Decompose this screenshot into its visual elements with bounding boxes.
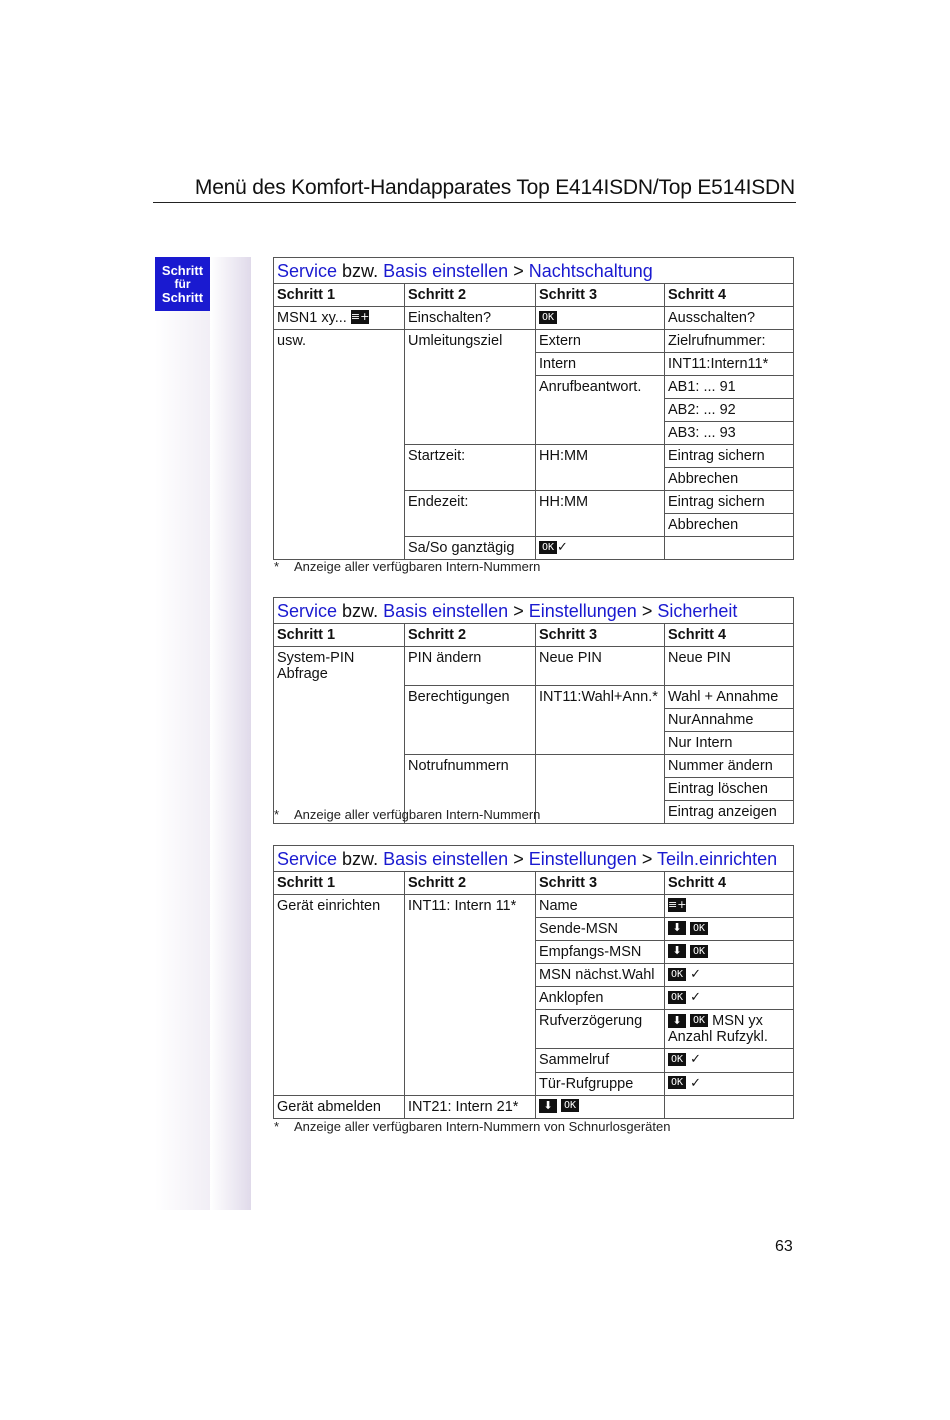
cell: Zielrufnummer: (665, 330, 794, 353)
table-row (274, 987, 794, 1010)
table-row (274, 895, 794, 918)
col-header: Schritt 3 (536, 624, 665, 647)
table-header-row (274, 872, 794, 895)
col-header: Schritt 3 (536, 284, 665, 307)
cell (536, 537, 665, 560)
cell (536, 754, 665, 777)
cell: INT21: Intern 21* (405, 1095, 536, 1118)
cell: usw. (274, 330, 405, 353)
ok-key-icon: OK (539, 311, 557, 324)
table-row (274, 964, 794, 987)
col-header: Schritt 1 (274, 624, 405, 647)
cell: MSN nächst.Wahl (536, 964, 665, 987)
table-row (274, 537, 794, 560)
cell: Sammelruf (536, 1049, 665, 1072)
ok-key-icon: OK (690, 1014, 708, 1027)
cell: Notrufnummern (405, 754, 536, 777)
cell: NurAnnahme (665, 708, 794, 731)
table-row (274, 353, 794, 376)
checkmark-icon: ✓ (690, 1052, 701, 1068)
menu-list-icon: ≡+ (350, 310, 370, 324)
checkmark-icon: ✓ (690, 967, 701, 983)
crumb-bzw: bzw. (342, 601, 379, 621)
header-rule (153, 202, 796, 203)
crumb-basis: Basis einstellen (383, 261, 509, 281)
table-teiln-einrichten (273, 845, 794, 1119)
cell: AB3: ... 93 (665, 422, 794, 445)
cell: Rufverzögerung (536, 1010, 665, 1049)
side-gradient-left (155, 311, 210, 1210)
crumb-sep: > (513, 849, 524, 869)
cell: Abbrechen (665, 514, 794, 537)
cell: Startzeit: (405, 445, 536, 468)
col-header: Schritt 1 (274, 872, 405, 895)
arrow-down-icon: ⬇ (668, 944, 686, 958)
cell (665, 964, 794, 987)
breadcrumb (274, 846, 794, 872)
cell: Neue PIN (536, 647, 665, 686)
cell: HH:MM (536, 445, 665, 468)
cell: Nur Intern (665, 731, 794, 754)
checkmark-icon: ✓ (690, 990, 701, 1006)
crumb-sep: > (513, 261, 524, 281)
arrow-down-icon: ⬇ (668, 1014, 686, 1028)
table-row (274, 514, 794, 537)
table-header-row (274, 624, 794, 647)
ok-key-icon: OK (668, 1076, 686, 1089)
cell: INT11:Intern11* (665, 353, 794, 376)
table-row (274, 731, 794, 754)
cell (536, 307, 665, 330)
cell: Anrufbeantwort. (536, 376, 665, 399)
cell (665, 1095, 794, 1118)
breadcrumb (274, 258, 794, 284)
cell: Intern (536, 353, 665, 376)
col-header: Schritt 4 (665, 284, 794, 307)
crumb-sep: > (641, 849, 653, 869)
table-row (274, 1072, 794, 1095)
menu-list-icon: ≡+ (668, 898, 687, 912)
ok-key-icon: OK (561, 1099, 579, 1112)
crumb-basis: Basis einstellen (383, 601, 509, 621)
cell: Anklopfen (536, 987, 665, 1010)
crumb-sep: > (641, 601, 653, 621)
cell (665, 1049, 794, 1072)
cell: Empfangs-MSN (536, 941, 665, 964)
col-header: Schritt 2 (405, 624, 536, 647)
cell: Tür-Rufgruppe (536, 1072, 665, 1095)
ok-key-icon: OK (690, 945, 708, 958)
cell: Extern (536, 330, 665, 353)
footnote: * Anzeige aller verfügbaren Intern-Nummern (274, 807, 541, 822)
cell: AB1: ... 91 (665, 376, 794, 399)
cell: Umleitungsziel (405, 330, 536, 353)
table-nachtschaltung (273, 257, 794, 560)
cell: System-PIN Abfrage (274, 647, 405, 686)
page-header-title: Menü des Komfort-Handapparates Top E414ISDN/Top E514ISDN (194, 176, 795, 199)
cell: Eintrag sichern (665, 491, 794, 514)
badge-line-2: für (174, 277, 191, 291)
table-row (274, 445, 794, 468)
table-row (274, 376, 794, 399)
col-header: Schritt 4 (665, 624, 794, 647)
cell: Neue PIN (665, 647, 794, 686)
arrow-down-icon: ⬇ (668, 921, 686, 935)
cell: Name (536, 895, 665, 918)
cell: Eintrag anzeigen (665, 800, 794, 823)
cell: INT11: Intern 11* (405, 895, 536, 918)
crumb-target: Nachtschaltung (528, 261, 653, 281)
crumb-target: Teiln.einrichten (657, 849, 778, 869)
table-row (274, 647, 794, 686)
cell: ⬇ OK MSN yx Anzahl Rufzykl. (665, 1010, 794, 1049)
table-row (274, 491, 794, 514)
crumb-bzw: bzw. (342, 849, 379, 869)
cell: Abbrechen (665, 468, 794, 491)
table-row (274, 468, 794, 491)
ok-key-icon: OK (668, 991, 686, 1004)
badge-line-3: Schritt (161, 290, 204, 305)
crumb-service: Service (277, 849, 338, 869)
cell: Ausschalten? (665, 307, 794, 330)
cell: Berechtigungen (405, 685, 536, 708)
col-header: Schritt 4 (665, 872, 794, 895)
badge-line-1: Schritt (161, 263, 204, 278)
table-sicherheit (273, 597, 794, 824)
ok-key-icon: OK (668, 1053, 686, 1066)
ok-key-icon: OK (539, 541, 557, 554)
page-number: 63 (775, 1238, 793, 1255)
cell (665, 1072, 794, 1095)
cell: Eintrag sichern (665, 445, 794, 468)
cell: Einschalten? (405, 307, 536, 330)
col-header: Schritt 3 (536, 872, 665, 895)
col-header: Schritt 2 (405, 872, 536, 895)
crumb-basis: Basis einstellen (383, 849, 509, 869)
side-gradient-bar (210, 257, 251, 1210)
table-row (274, 399, 794, 422)
cell (665, 987, 794, 1010)
crumb-bzw: bzw. (342, 261, 379, 281)
cell: Sende-MSN (536, 918, 665, 941)
crumb-service: Service (277, 261, 338, 281)
table-row (274, 330, 794, 353)
table-row (274, 685, 794, 708)
cell (536, 1095, 665, 1118)
cell (665, 895, 794, 918)
table-row (274, 1049, 794, 1072)
table-row (274, 422, 794, 445)
table-row (274, 777, 794, 800)
cell: AB2: ... 92 (665, 399, 794, 422)
crumb-service: Service (277, 601, 338, 621)
breadcrumb (274, 598, 794, 624)
cell: Endezeit: (405, 491, 536, 514)
table-row (274, 754, 794, 777)
table-row (274, 1095, 794, 1118)
crumb-sep: > (513, 601, 524, 621)
cell: Eintrag löschen (665, 777, 794, 800)
table-row (274, 708, 794, 731)
cell: Sa/So ganztägig (405, 537, 536, 560)
cell: Nummer ändern (665, 754, 794, 777)
table-row (274, 307, 794, 330)
crumb-target: Sicherheit (657, 601, 738, 621)
cell: INT11:Wahl+Ann.* (536, 685, 665, 708)
footnote: * Anzeige aller verfügbaren Intern-Nummern von Schnurlosgeräten (274, 1119, 671, 1134)
table-header-row (274, 284, 794, 307)
crumb-mid: Einstellungen (528, 601, 637, 621)
step-by-step-badge (155, 257, 210, 311)
cell: Gerät abmelden (274, 1095, 405, 1118)
cell (665, 941, 794, 964)
table-row (274, 1010, 794, 1049)
table-row (274, 941, 794, 964)
checkmark-icon: ✓ (690, 1075, 701, 1091)
ok-key-icon: OK (668, 968, 686, 981)
cell: PIN ändern (405, 647, 536, 686)
arrow-down-icon: ⬇ (539, 1099, 557, 1113)
cell (665, 918, 794, 941)
ok-key-icon: OK (690, 922, 708, 935)
cell: Gerät einrichten (274, 895, 405, 918)
cell: Wahl + Annahme (665, 685, 794, 708)
checkmark-icon: ✓ (557, 540, 568, 556)
footnote: * Anzeige aller verfügbaren Intern-Nummern (274, 559, 541, 574)
cell (665, 537, 794, 560)
table-row (274, 918, 794, 941)
col-header: Schritt 2 (405, 284, 536, 307)
crumb-mid: Einstellungen (528, 849, 637, 869)
cell: MSN1 xy... ≡+ (274, 307, 405, 330)
col-header: Schritt 1 (274, 284, 405, 307)
cell: HH:MM (536, 491, 665, 514)
